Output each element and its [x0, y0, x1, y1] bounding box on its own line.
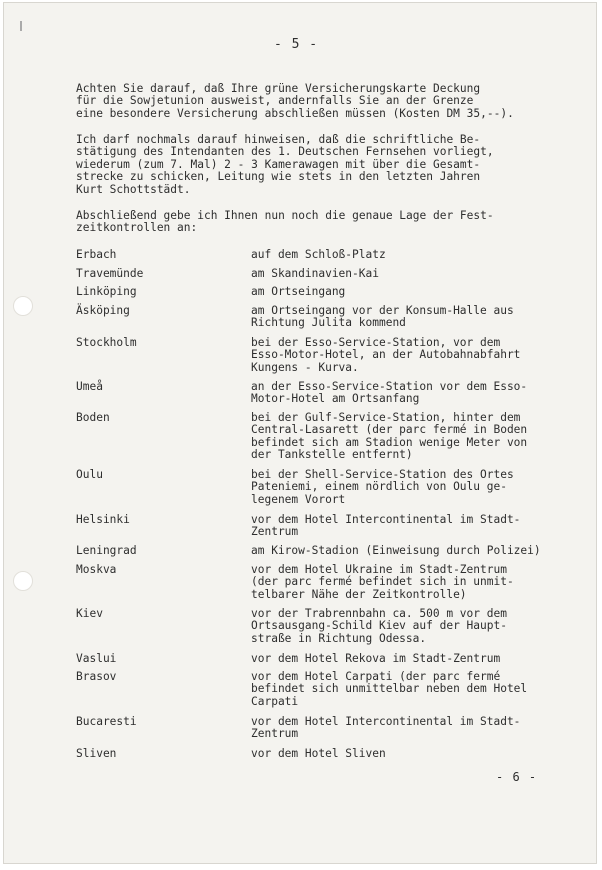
control-place: Moskva: [76, 563, 117, 576]
control-place: Leningrad: [76, 544, 137, 557]
control-location: am Skandinavien-Kai: [251, 267, 379, 280]
insurance-paragraph: Achten Sie darauf, daß Ihre grüne Versicherungskarte Deckung für die Sowjetunion ausweist, andernfalls Sie an der Grenze eine besondere Versicherung abschließen müssen (Kosten DM 35,--).: [76, 82, 514, 120]
typed-page: [3, 2, 597, 864]
control-place: Umeå: [76, 380, 103, 393]
control-place: Sliven: [76, 747, 117, 760]
next-page-marker: - 6 -: [496, 770, 538, 784]
control-location: am Kirow-Stadion (Einweisung durch Polizei): [251, 544, 541, 557]
control-location: vor dem Hotel Intercontinental im Stadt- Zentrum: [251, 715, 521, 741]
control-location: bei der Shell-Service-Station des Ortes Pateniemi, einem nördlich von Oulu ge- legenem Vorort: [251, 468, 514, 506]
television-paragraph: Ich darf nochmals darauf hinweisen, daß die schriftliche Be- stätigung des Intendanten des 1. Deutschen Fernsehen vorliegt, wiederum (zum 7. Mal) 2 - 3 Kamerawagen mit über die Gesamt- strecke zu schicken, Leitung wie stets in den letzten Jahren Kurt Schottstädt.: [76, 133, 494, 196]
control-place: Äsköping: [76, 304, 130, 317]
control-location: vor dem Hotel Carpati (der parc fermé befindet sich unmittelbar neben dem Hotel Carpati: [251, 670, 528, 708]
control-location: bei der Gulf-Service-Station, hinter dem Central-Lasarett (der parc fermé in Boden befindet sich am Stadion wenige Meter von der Tankstelle entfernt): [251, 411, 528, 462]
control-location: am Ortseingang vor der Konsum-Halle aus Richtung Julita kommend: [251, 304, 514, 330]
control-location: auf dem Schloß-Platz: [251, 248, 386, 261]
checkpoints-intro: Abschließend gebe ich Ihnen nun noch die genaue Lage der Fest- zeitkontrollen an:: [76, 209, 494, 235]
page-number: - 5 -: [274, 37, 319, 52]
control-place: Stockholm: [76, 336, 137, 349]
control-place: Erbach: [76, 248, 117, 261]
control-place: Vaslui: [76, 652, 117, 665]
control-place: Oulu: [76, 468, 103, 481]
control-place: Boden: [76, 411, 110, 424]
punch-hole-bottom: [13, 571, 33, 591]
control-place: Helsinki: [76, 513, 130, 526]
control-location: an der Esso-Service-Station vor dem Esso- Motor-Hotel am Ortsanfang: [251, 380, 528, 406]
corner-mark: [20, 21, 22, 31]
control-place: Kiev: [76, 607, 103, 620]
control-place: Linköping: [76, 285, 137, 298]
control-location: vor dem Hotel Sliven: [251, 747, 386, 760]
control-location: vor dem Hotel Intercontinental im Stadt- Zentrum: [251, 513, 521, 539]
control-place: Travemünde: [76, 267, 144, 280]
punch-hole-top: [13, 296, 33, 316]
control-location: bei der Esso-Service-Station, vor dem Esso-Motor-Hotel, an der Autobahnabfahrt Kungens - Kurva.: [251, 336, 521, 374]
control-location: am Ortseingang: [251, 285, 346, 298]
control-location: vor dem Hotel Rekova im Stadt-Zentrum: [251, 652, 501, 665]
control-place: Bucaresti: [76, 715, 137, 728]
control-location: vor der Trabrennbahn ca. 500 m vor dem Ortsausgang-Schild Kiev auf der Haupt- straße in Richtung Odessa.: [251, 607, 507, 645]
control-place: Brasov: [76, 670, 117, 683]
control-location: vor dem Hotel Ukraine im Stadt-Zentrum (der parc fermé befindet sich in unmit- telbarer Nähe der Zeitkontrolle): [251, 563, 514, 601]
